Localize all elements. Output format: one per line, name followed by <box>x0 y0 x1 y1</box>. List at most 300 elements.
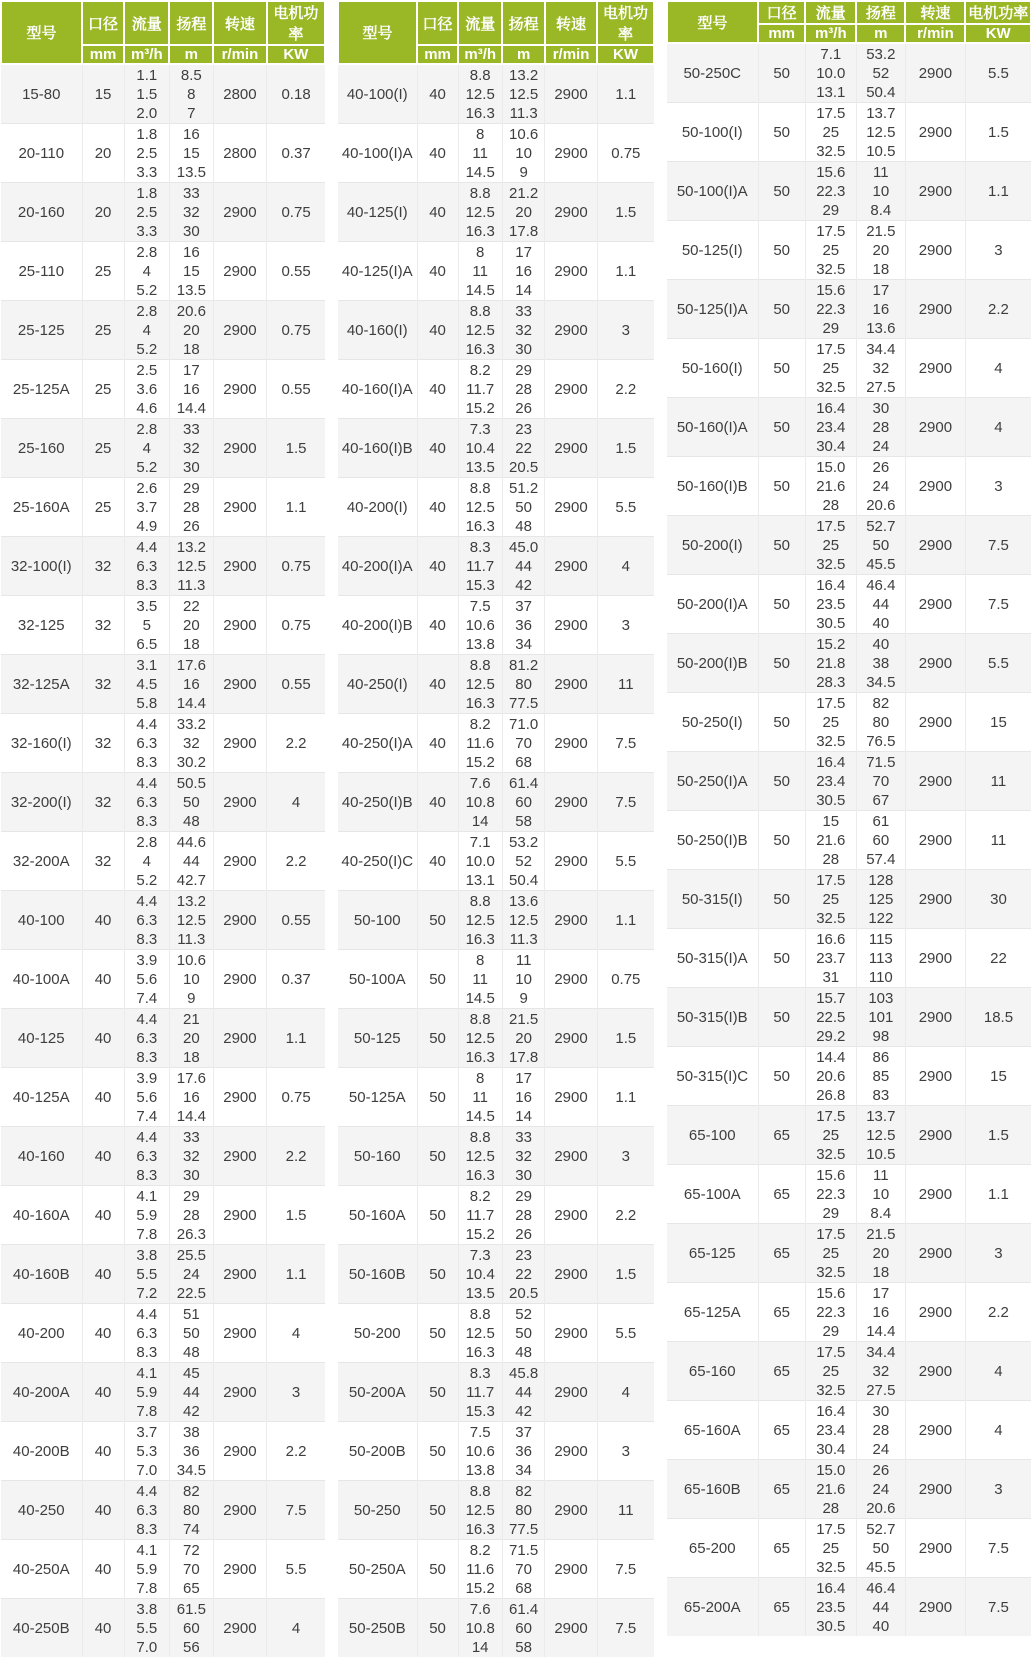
cell-head <box>169 1481 213 1540</box>
cell-speed: 2900 <box>905 870 965 929</box>
cell-head <box>502 242 545 301</box>
flow-value: 15.2 <box>459 1225 502 1244</box>
head-value: 16 <box>503 1088 545 1107</box>
flow-value: 15.2 <box>459 1579 502 1598</box>
head-value: 32 <box>857 1362 905 1381</box>
head-value: 34 <box>503 635 545 654</box>
table-row <box>1 1599 325 1657</box>
flow-value: 31 <box>806 968 856 987</box>
flow-value: 11.7 <box>459 380 502 399</box>
flow-value: 8.2 <box>459 715 502 734</box>
flow-value: 13.5 <box>459 1284 502 1303</box>
col-header-dn-unit: mm <box>82 45 124 64</box>
head-value: 20 <box>170 1029 213 1048</box>
cell-model: 40-160(I)B <box>338 419 417 478</box>
head-value: 14.4 <box>170 399 213 418</box>
flow-value: 4.1 <box>125 1364 169 1383</box>
flow-value: 11.6 <box>459 1560 502 1579</box>
cell-speed: 2900 <box>545 1540 597 1599</box>
head-value: 40 <box>857 1617 905 1636</box>
flow-value: 8 <box>459 1069 502 1088</box>
flow-value: 16.6 <box>806 930 856 949</box>
flow-value: 2.8 <box>125 420 169 439</box>
cell-head <box>169 773 213 832</box>
head-value: 42.7 <box>170 871 213 890</box>
flow-value: 8.8 <box>459 66 502 85</box>
cell-flow <box>124 714 169 773</box>
cell-head <box>856 1578 905 1637</box>
head-value: 36 <box>170 1442 213 1461</box>
flow-value: 25 <box>806 1362 856 1381</box>
cell-diameter: 50 <box>417 1422 458 1481</box>
cell-model: 32-160(I) <box>1 714 82 773</box>
cell-head <box>856 339 905 398</box>
cell-model: 40-200B <box>1 1422 82 1481</box>
head-value: 32 <box>503 1147 545 1166</box>
head-value: 16 <box>170 243 213 262</box>
cell-flow <box>124 1422 169 1481</box>
cell-flow <box>124 1245 169 1304</box>
cell-head <box>856 1342 905 1401</box>
cell-diameter: 50 <box>758 43 805 103</box>
cell-speed: 2900 <box>213 950 266 1009</box>
cell-diameter: 50 <box>758 457 805 516</box>
head-value: 45 <box>170 1364 213 1383</box>
cell-flow <box>124 655 169 714</box>
head-value: 122 <box>857 909 905 928</box>
cell-model: 65-160 <box>667 1342 758 1401</box>
cell-power: 4 <box>267 1304 325 1363</box>
cell-power: 7.5 <box>965 575 1031 634</box>
head-value: 70 <box>857 772 905 791</box>
flow-value: 7.4 <box>125 989 169 1008</box>
cell-speed: 2900 <box>905 693 965 752</box>
cell-flow <box>458 655 502 714</box>
head-value: 16 <box>857 1303 905 1322</box>
cell-power: 1.1 <box>597 64 654 124</box>
flow-value: 21.6 <box>806 477 856 496</box>
cell-flow <box>124 1127 169 1186</box>
table-row <box>338 478 654 537</box>
head-value: 26 <box>503 399 545 418</box>
head-value: 16 <box>170 1088 213 1107</box>
head-value: 18 <box>170 635 213 654</box>
cell-power: 5.5 <box>597 478 654 537</box>
cell-power: 0.75 <box>597 950 654 1009</box>
cell-flow <box>124 1481 169 1540</box>
head-value: 20 <box>170 321 213 340</box>
cell-power: 0.18 <box>267 64 325 124</box>
cell-head <box>169 1599 213 1657</box>
head-value: 30 <box>170 1166 213 1185</box>
cell-diameter: 65 <box>758 1165 805 1224</box>
flow-value: 32.5 <box>806 260 856 279</box>
head-value: 50 <box>503 498 545 517</box>
head-value: 61 <box>857 812 905 831</box>
table-row <box>1 714 325 773</box>
flow-value: 8.8 <box>459 302 502 321</box>
flow-value: 10.0 <box>806 64 856 83</box>
head-value: 10.5 <box>857 142 905 161</box>
flow-value: 6.3 <box>125 734 169 753</box>
flow-value: 30.5 <box>806 614 856 633</box>
head-value: 42 <box>503 576 545 595</box>
head-value: 15 <box>170 262 213 281</box>
head-value: 44 <box>170 1383 213 1402</box>
flow-value: 30.4 <box>806 1440 856 1459</box>
flow-value: 7.6 <box>459 774 502 793</box>
flow-value: 5.6 <box>125 1088 169 1107</box>
cell-model: 50-250B <box>338 1599 417 1657</box>
head-value: 30 <box>170 222 213 241</box>
cell-flow <box>458 1599 502 1657</box>
cell-power: 11 <box>965 752 1031 811</box>
cell-speed: 2900 <box>905 457 965 516</box>
cell-head <box>856 1283 905 1342</box>
flow-value: 15.6 <box>806 281 856 300</box>
cell-speed: 2900 <box>545 537 597 596</box>
table-row <box>338 183 654 242</box>
table-row <box>1 301 325 360</box>
cell-head <box>502 1009 545 1068</box>
head-value: 65 <box>170 1579 213 1598</box>
cell-head <box>502 1304 545 1363</box>
flow-value: 22.3 <box>806 182 856 201</box>
head-value: 21.5 <box>857 1225 905 1244</box>
cell-model: 50-315(I)C <box>667 1047 758 1106</box>
flow-value: 16.3 <box>459 1343 502 1362</box>
head-value: 44 <box>503 557 545 576</box>
flow-value: 25 <box>806 123 856 142</box>
flow-value: 7.3 <box>459 1246 502 1265</box>
cell-speed: 2900 <box>545 64 597 124</box>
head-value: 13.6 <box>503 892 545 911</box>
head-value: 26 <box>503 1225 545 1244</box>
col-header-flow-unit: m³/h <box>805 24 856 43</box>
header-row-labels <box>338 1 654 45</box>
flow-value: 17.5 <box>806 104 856 123</box>
cell-power: 5.5 <box>597 832 654 891</box>
cell-head <box>502 419 545 478</box>
flow-value: 5.9 <box>125 1383 169 1402</box>
head-value: 11.3 <box>503 104 545 123</box>
cell-model: 25-160A <box>1 478 82 537</box>
flow-value: 16.4 <box>806 576 856 595</box>
cell-head <box>856 1401 905 1460</box>
flow-value: 25 <box>806 1539 856 1558</box>
head-value: 128 <box>857 871 905 890</box>
cell-diameter: 50 <box>758 162 805 221</box>
cell-power: 1.1 <box>597 891 654 950</box>
cell-speed: 2900 <box>905 811 965 870</box>
cell-model: 50-100A <box>338 950 417 1009</box>
head-value: 12.5 <box>503 911 545 930</box>
cell-flow <box>458 360 502 419</box>
flow-value: 28 <box>806 1499 856 1518</box>
col-header-head-unit: m <box>169 45 213 64</box>
cell-model: 15-80 <box>1 64 82 124</box>
cell-head <box>502 1068 545 1127</box>
flow-value: 7.8 <box>125 1579 169 1598</box>
flow-value: 32.5 <box>806 1558 856 1577</box>
flow-value: 8.3 <box>125 1048 169 1067</box>
cell-model: 40-250A <box>1 1540 82 1599</box>
cell-diameter: 65 <box>758 1342 805 1401</box>
cell-model: 20-160 <box>1 183 82 242</box>
flow-value: 8.2 <box>459 1187 502 1206</box>
table-row <box>1 773 325 832</box>
flow-value: 28.3 <box>806 673 856 692</box>
head-value: 80 <box>503 675 545 694</box>
head-value: 77.5 <box>503 694 545 713</box>
flow-value: 6.3 <box>125 557 169 576</box>
head-value: 51.2 <box>503 479 545 498</box>
flow-value: 7.5 <box>459 597 502 616</box>
flow-value: 15.2 <box>806 635 856 654</box>
cell-diameter: 40 <box>82 1481 124 1540</box>
cell-flow <box>805 988 856 1047</box>
cell-head <box>856 457 905 516</box>
cell-power: 3 <box>267 1363 325 1422</box>
flow-value: 15.0 <box>806 458 856 477</box>
head-value: 82 <box>857 694 905 713</box>
head-value: 28 <box>503 1206 545 1225</box>
cell-speed: 2900 <box>545 1481 597 1540</box>
head-value: 18 <box>857 1263 905 1282</box>
cell-head <box>502 950 545 1009</box>
flow-value: 17.5 <box>806 1107 856 1126</box>
cell-model: 32-200(I) <box>1 773 82 832</box>
cell-power: 4 <box>597 537 654 596</box>
flow-value: 5.9 <box>125 1560 169 1579</box>
cell-model: 40-100 <box>1 891 82 950</box>
cell-speed: 2900 <box>545 183 597 242</box>
cell-power: 0.55 <box>267 891 325 950</box>
col-header-dn-label: 口径 <box>417 1 458 45</box>
cell-model: 50-160A <box>338 1186 417 1245</box>
table-row <box>667 693 1031 752</box>
cell-model: 40-125(I)A <box>338 242 417 301</box>
cell-model: 40-160(I)A <box>338 360 417 419</box>
cell-model: 40-125(I) <box>338 183 417 242</box>
flow-value: 14.5 <box>459 1107 502 1126</box>
head-value: 50.4 <box>503 871 545 890</box>
cell-model: 32-100(I) <box>1 537 82 596</box>
flow-value: 2.8 <box>125 302 169 321</box>
cell-power: 1.1 <box>267 1245 325 1304</box>
cell-speed: 2900 <box>545 1422 597 1481</box>
cell-flow <box>805 1165 856 1224</box>
cell-model: 40-250B <box>1 1599 82 1657</box>
cell-power: 1.5 <box>965 1106 1031 1165</box>
cell-head <box>856 1165 905 1224</box>
head-value: 13.2 <box>170 892 213 911</box>
cell-model: 50-250(I)A <box>667 752 758 811</box>
table-row <box>338 124 654 183</box>
head-value: 34.4 <box>857 340 905 359</box>
head-value: 26 <box>857 458 905 477</box>
flow-value: 5.2 <box>125 871 169 890</box>
cell-flow <box>805 103 856 162</box>
cell-power: 0.75 <box>267 596 325 655</box>
flow-value: 32.5 <box>806 909 856 928</box>
flow-value: 16.3 <box>459 517 502 536</box>
cell-speed: 2900 <box>213 1422 266 1481</box>
flow-value: 25 <box>806 1244 856 1263</box>
head-value: 74 <box>170 1520 213 1539</box>
cell-diameter: 50 <box>758 339 805 398</box>
flow-value: 17.5 <box>806 871 856 890</box>
table-row <box>338 1186 654 1245</box>
table-row <box>1 1540 325 1599</box>
cell-speed: 2900 <box>545 1186 597 1245</box>
cell-head <box>502 1245 545 1304</box>
cell-speed: 2900 <box>545 1599 597 1657</box>
head-value: 37 <box>503 1423 545 1442</box>
cell-flow <box>458 124 502 183</box>
flow-value: 25 <box>806 241 856 260</box>
col-header-flow-label: 流量 <box>805 1 856 24</box>
flow-value: 11.7 <box>459 1206 502 1225</box>
cell-model: 50-200A <box>338 1363 417 1422</box>
header-row-labels <box>667 1 1031 24</box>
table-row <box>338 1304 654 1363</box>
table-row <box>667 811 1031 870</box>
head-value: 34 <box>503 1461 545 1480</box>
flow-value: 2.0 <box>125 104 169 123</box>
cell-power: 0.37 <box>267 124 325 183</box>
head-value: 44 <box>857 1598 905 1617</box>
flow-value: 28 <box>806 496 856 515</box>
cell-speed: 2900 <box>213 1127 266 1186</box>
col-header-power-unit: KW <box>267 45 325 64</box>
cell-head <box>856 103 905 162</box>
table-row <box>1 1481 325 1540</box>
col-header-flow-unit: m³/h <box>124 45 169 64</box>
flow-value: 7.6 <box>459 1600 502 1619</box>
cell-flow <box>458 714 502 773</box>
flow-value: 4.4 <box>125 774 169 793</box>
col-header-model: 型号 <box>667 1 758 43</box>
cell-speed: 2900 <box>213 596 266 655</box>
cell-flow <box>458 64 502 124</box>
cell-model: 20-110 <box>1 124 82 183</box>
head-value: 42 <box>170 1402 213 1421</box>
cell-head <box>169 596 213 655</box>
table-row <box>1 124 325 183</box>
cell-head <box>169 124 213 183</box>
flow-value: 16.3 <box>459 930 502 949</box>
cell-power: 7.5 <box>597 1540 654 1599</box>
table-row <box>1 1304 325 1363</box>
cell-head <box>856 693 905 752</box>
head-value: 16 <box>857 300 905 319</box>
flow-value: 2.8 <box>125 833 169 852</box>
cell-speed: 2900 <box>213 1304 266 1363</box>
cell-diameter: 65 <box>758 1578 805 1637</box>
table-row <box>338 1481 654 1540</box>
cell-diameter: 40 <box>82 1422 124 1481</box>
flow-value: 23.4 <box>806 1421 856 1440</box>
head-value: 28 <box>503 380 545 399</box>
cell-flow <box>458 242 502 301</box>
cell-flow <box>124 360 169 419</box>
cell-speed: 2900 <box>213 1245 266 1304</box>
cell-diameter: 40 <box>82 950 124 1009</box>
flow-value: 21.6 <box>806 1480 856 1499</box>
head-value: 44 <box>857 595 905 614</box>
table-body <box>667 43 1031 1636</box>
head-value: 53.2 <box>857 45 905 64</box>
head-value: 50 <box>170 793 213 812</box>
head-value: 17.6 <box>170 656 213 675</box>
cell-speed: 2900 <box>213 360 266 419</box>
table-row <box>667 988 1031 1047</box>
table-body <box>1 64 325 1657</box>
head-value: 115 <box>857 930 905 949</box>
table-row <box>667 1283 1031 1342</box>
cell-head <box>502 1363 545 1422</box>
flow-value: 8.3 <box>125 576 169 595</box>
table-row <box>1 537 325 596</box>
head-value: 10.5 <box>857 1145 905 1164</box>
cell-speed: 2900 <box>905 280 965 339</box>
head-value: 80 <box>857 713 905 732</box>
cell-head <box>169 832 213 891</box>
cell-speed: 2900 <box>213 1009 266 1068</box>
head-value: 11 <box>503 951 545 970</box>
head-value: 32 <box>170 734 213 753</box>
flow-value: 7.1 <box>459 833 502 852</box>
head-value: 56 <box>170 1638 213 1657</box>
flow-value: 4.4 <box>125 1010 169 1029</box>
head-value: 113 <box>857 949 905 968</box>
cell-head <box>169 1186 213 1245</box>
head-value: 22 <box>503 439 545 458</box>
cell-power: 1.1 <box>267 478 325 537</box>
table-row <box>667 1047 1031 1106</box>
cell-head <box>502 64 545 124</box>
flow-value: 7.0 <box>125 1461 169 1480</box>
table-row <box>1 832 325 891</box>
cell-model: 50-315(I) <box>667 870 758 929</box>
flow-value: 7.0 <box>125 1638 169 1657</box>
cell-diameter: 40 <box>417 773 458 832</box>
cell-head <box>169 1540 213 1599</box>
flow-value: 16.3 <box>459 694 502 713</box>
table-row <box>338 1009 654 1068</box>
table-row <box>667 752 1031 811</box>
cell-power: 15 <box>965 693 1031 752</box>
cell-speed: 2900 <box>213 478 266 537</box>
flow-value: 4.9 <box>125 517 169 536</box>
cell-flow <box>458 301 502 360</box>
cell-model: 40-250(I)B <box>338 773 417 832</box>
cell-flow <box>805 929 856 988</box>
cell-model: 50-315(I)B <box>667 988 758 1047</box>
head-value: 103 <box>857 989 905 1008</box>
head-value: 20.6 <box>170 302 213 321</box>
head-value: 45.8 <box>503 1364 545 1383</box>
head-value: 22 <box>170 597 213 616</box>
head-value: 27.5 <box>857 1381 905 1400</box>
table-row <box>338 1422 654 1481</box>
cell-head <box>502 1540 545 1599</box>
cell-power: 4 <box>267 1599 325 1657</box>
head-value: 83 <box>857 1086 905 1105</box>
flow-value: 8.8 <box>459 479 502 498</box>
cell-head <box>169 1363 213 1422</box>
